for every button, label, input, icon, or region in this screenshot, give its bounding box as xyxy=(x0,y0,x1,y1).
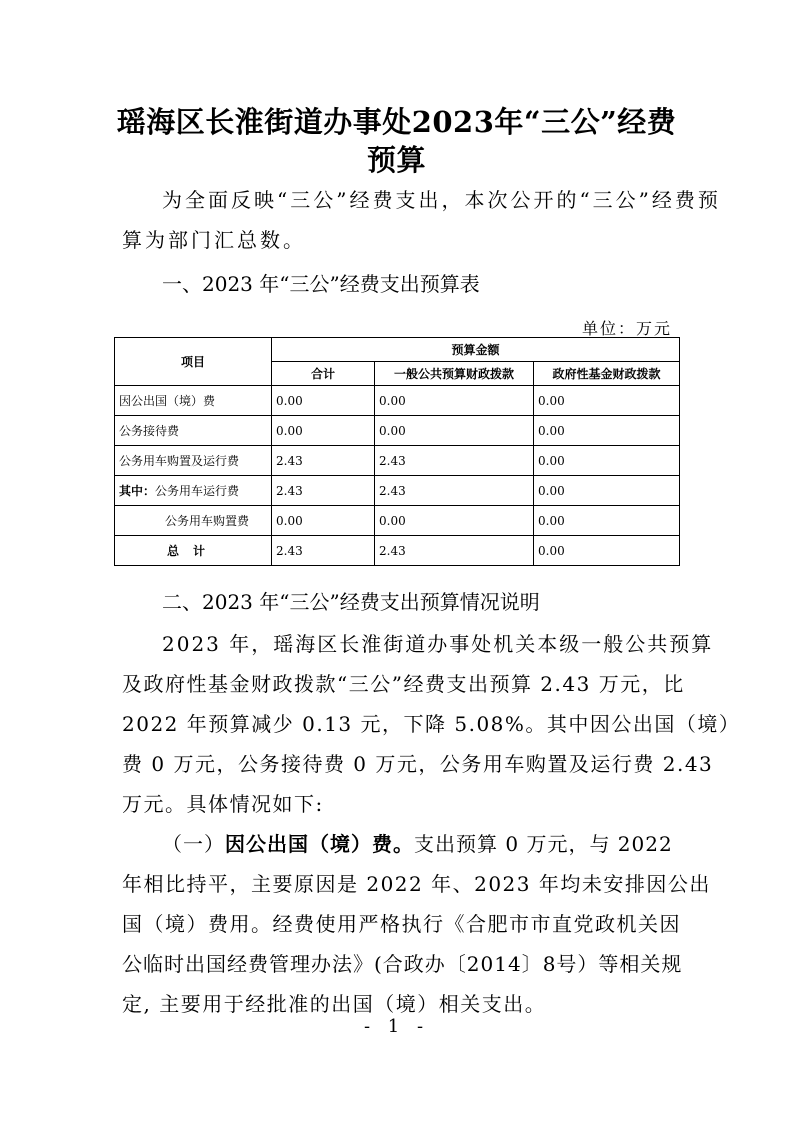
row-total: 2.43 xyxy=(272,476,375,506)
para-line3: 2022 年预算减少 0.13 元，下降 5.08%。其中因公出国（境） xyxy=(122,712,741,736)
row-total: 2.43 xyxy=(272,536,375,566)
row-name: 公务用车购置及运行费 xyxy=(115,446,272,476)
table-row xyxy=(115,506,680,536)
item1-line2: 年相比持平，主要原因是 2022 年、2023 年均未安排因公出 xyxy=(122,872,711,896)
row-general: 2.43 xyxy=(375,476,534,506)
row-name xyxy=(115,476,272,506)
row-total: 0.00 xyxy=(272,386,375,416)
row-prefix: 其中： xyxy=(119,484,156,498)
unit-label: 单位：万元 xyxy=(582,319,673,338)
item1-line1 xyxy=(162,832,722,856)
item1-line4: 公临时出国经费管理办法》(合政办〔2014〕8号）等相关规 xyxy=(122,952,683,976)
header-budget-amount: 预算金额 xyxy=(272,338,680,362)
para-line4: 费 0 万元，公务接待费 0 万元，公务用车购置及运行费 2.43 xyxy=(122,752,714,776)
row-fund: 0.00 xyxy=(534,506,680,536)
intro-line1: 为全面反映“三公”经费支出，本次公开的“三公”经费预 xyxy=(162,188,721,212)
section1-heading: 一、2023 年“三公”经费支出预算表 xyxy=(162,272,480,296)
row-general: 0.00 xyxy=(375,506,534,536)
page-number: - 1 - xyxy=(363,1016,430,1037)
row-fund: 0.00 xyxy=(534,416,680,446)
intro-line2: 算为部门汇总数。 xyxy=(122,228,306,252)
row-name: 公务接待费 xyxy=(115,416,272,446)
row-fund: 0.00 xyxy=(534,536,680,566)
table-row xyxy=(115,386,680,416)
budget-table xyxy=(114,337,680,566)
row-general: 2.43 xyxy=(375,536,534,566)
document-title-line2: 预算 xyxy=(366,143,426,177)
item1-rest: 支出预算 0 万元，与 2022 xyxy=(414,832,673,856)
item1-title: 因公出国（境）费。 xyxy=(225,832,414,856)
row-general: 0.00 xyxy=(375,386,534,416)
item1-prefix: （一） xyxy=(162,832,225,856)
row-fund: 0.00 xyxy=(534,446,680,476)
para-line1: 2023 年，瑶海区长淮街道办事处机关本级一般公共预算 xyxy=(162,632,714,656)
item1-line3: 国（境）费用。经费使用严格执行《合肥市市直党政机关因 xyxy=(122,912,681,936)
row-total: 0.00 xyxy=(272,506,375,536)
row-total: 0.00 xyxy=(272,416,375,446)
row-name: 公务用车购置费 xyxy=(115,506,272,536)
para-line5: 万元。具体情况如下: xyxy=(122,792,324,816)
row-name: 总计 xyxy=(115,536,272,566)
item1-line5: 定, 主要用于经批准的出国（境）相关支出。 xyxy=(122,992,547,1016)
document-title-line1: 瑶海区长淮街道办事处2023年“三公”经费 xyxy=(116,105,677,139)
table-row xyxy=(115,416,680,446)
row-general: 0.00 xyxy=(375,416,534,446)
header-total: 合计 xyxy=(272,362,375,386)
header-project: 项目 xyxy=(115,338,272,386)
para-line2: 及政府性基金财政拨款“三公”经费支出预算 2.43 万元，比 xyxy=(122,672,685,696)
table-row xyxy=(115,476,680,506)
table-row xyxy=(115,446,680,476)
row-fund: 0.00 xyxy=(534,476,680,506)
row-total: 2.43 xyxy=(272,446,375,476)
row-fund: 0.00 xyxy=(534,386,680,416)
row-name: 因公出国（境）费 xyxy=(115,386,272,416)
row-general: 2.43 xyxy=(375,446,534,476)
row-name-text: 公务用车运行费 xyxy=(155,484,240,498)
table-row xyxy=(115,536,680,566)
header-gov-fund: 政府性基金财政拨款 xyxy=(534,362,680,386)
section2-heading: 二、2023 年“三公”经费支出预算情况说明 xyxy=(162,590,540,614)
header-general-budget: 一般公共预算财政拨款 xyxy=(375,362,534,386)
